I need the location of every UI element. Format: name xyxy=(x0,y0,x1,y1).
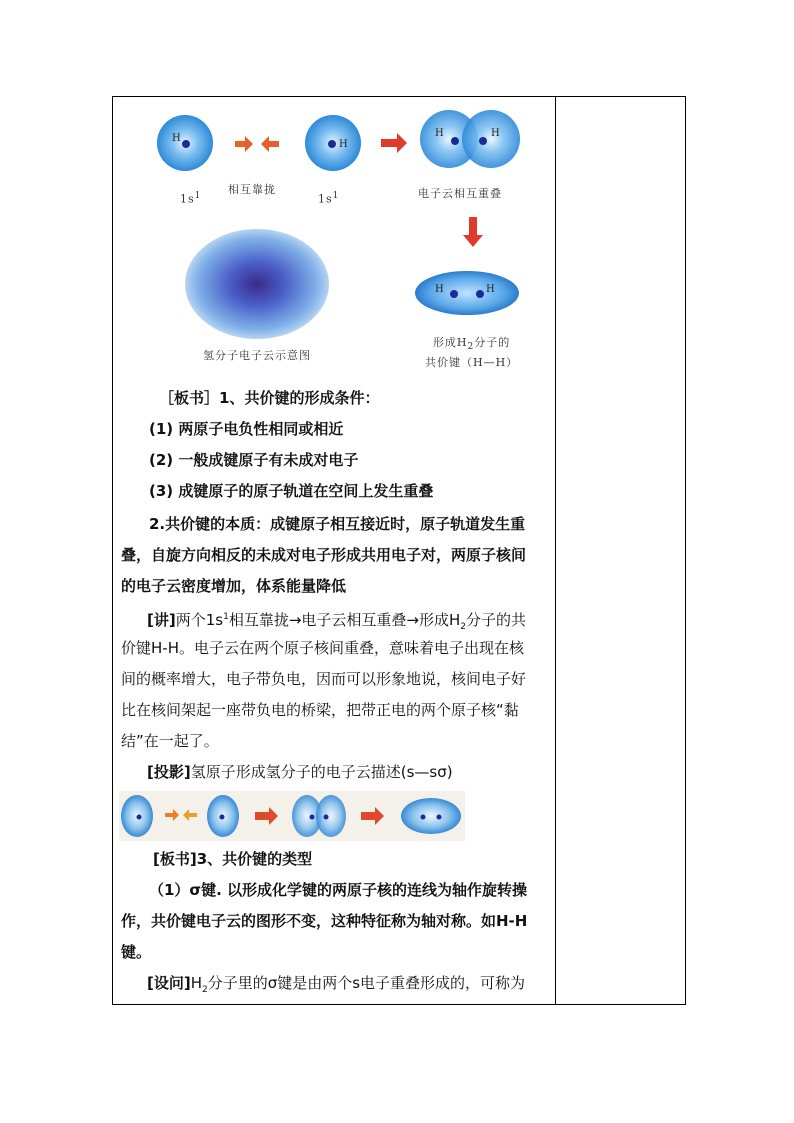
hydrogen-bond-figure xyxy=(153,103,533,373)
caption-cloud: 氢分子电子云示意图 xyxy=(203,349,311,362)
label-1s-left: $1s^1$ xyxy=(180,191,202,206)
caption-approach: 相互靠拢 xyxy=(228,183,276,196)
condition-1: (1) 两原子电负性相同或相近 xyxy=(149,420,344,438)
lecture-line-3: 间的概率增大，电子带负电，因而可以形象地说，核间电子好 xyxy=(121,670,527,688)
lesson-table xyxy=(112,96,686,1005)
h-atom-right xyxy=(305,115,361,171)
lecture-line-5: 结”在一起了。 xyxy=(121,732,219,750)
board-heading-1: ［板书］1、共价键的形成条件： xyxy=(159,389,380,407)
condition-2: (2) 一般成键原子有未成对电子 xyxy=(149,451,359,469)
svg-text:H: H xyxy=(435,284,444,295)
svg-text:H: H xyxy=(491,128,500,139)
essence-line-3: 的电子云密度增加，体系能量降低 xyxy=(121,577,347,595)
h-atom-left xyxy=(157,115,213,171)
svg-text:H: H xyxy=(339,139,348,150)
svg-text:H: H xyxy=(435,128,444,139)
column-divider xyxy=(555,97,556,1004)
lecture-line-4: 比在核间架起一座带负电的桥梁，把带正电的两个原子核“黏 xyxy=(121,701,519,719)
caption-bond: 形成$H_2$分子的 共价键（H—H） xyxy=(425,336,519,370)
caption-overlap: 电子云相互重叠 xyxy=(418,187,502,200)
overlapping-atoms xyxy=(420,110,520,168)
board-heading-3: [板书]3、共价键的类型 xyxy=(153,850,313,868)
down-arrow-icon xyxy=(463,217,483,247)
svg-text:H: H xyxy=(172,133,181,144)
lecture-line-1: [讲]两个$1s^1$相互靠拢→电子云相互重叠→形成$H_2$分子的共 xyxy=(147,611,526,632)
sigma-line-3: 键。 xyxy=(121,943,152,961)
label-1s-right: $1s^1$ xyxy=(318,191,340,206)
essence-line-2: 叠，自旋方向相反的未成对电子形成共用电子对，两原子核间 xyxy=(121,546,527,564)
main-column xyxy=(113,97,555,1004)
svg-text:H: H xyxy=(486,284,495,295)
right-arrow-icon xyxy=(381,133,407,153)
condition-3: (3) 成键原子的原子轨道在空间上发生重叠 xyxy=(149,482,434,500)
question-line: [设问]$H_2$分子里的σ键是由两个s电子重叠形成的，可称为 xyxy=(147,974,526,995)
s-s-sigma-figure xyxy=(119,791,465,841)
h2-molecule xyxy=(415,271,519,315)
approach-arrows-icon xyxy=(235,136,279,152)
electron-cloud-image xyxy=(185,229,329,339)
essence-line-1: 2.共价键的本质：成键原子相互接近时，原子轨道发生重 xyxy=(149,515,526,533)
lecture-line-2: 价键H-H。电子云在两个原子核间重叠，意味着电子出现在核 xyxy=(121,639,524,657)
sigma-line-1: （1）σ键. 以形成化学键的两原子核的连线为轴作旋转操 xyxy=(149,881,528,899)
sigma-line-2: 作，共价键电子云的图形不变，这种特征称为轴对称。如H-H xyxy=(121,912,528,930)
projection-line: [投影]氢原子形成氢分子的电子云描述(s—sσ) xyxy=(147,763,453,781)
